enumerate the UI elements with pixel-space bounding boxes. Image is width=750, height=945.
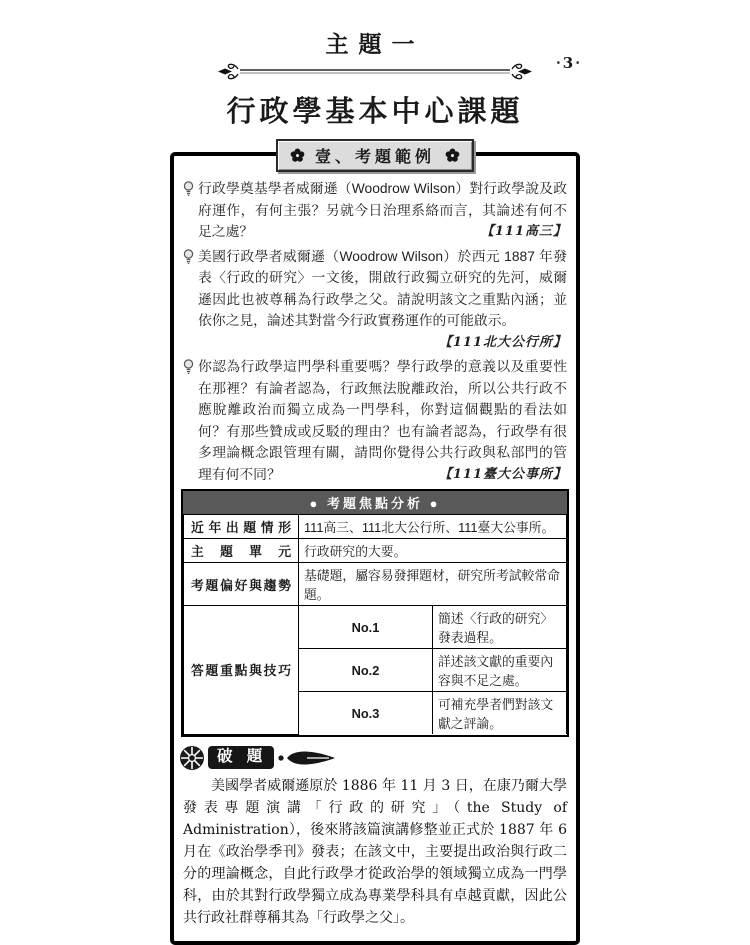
tip-number: No.3 xyxy=(299,692,433,735)
row-label: 考題偏好與趨勢 xyxy=(184,563,299,606)
exam-examples-box xyxy=(170,149,580,945)
page-title: 行政學基本中心課題 xyxy=(226,94,524,128)
flourish-divider-icon xyxy=(214,61,536,83)
tip-text: 簡述〈行政的研究〉發表過程。 xyxy=(433,606,567,649)
table-row xyxy=(184,606,567,649)
topic-title: 主題一 xyxy=(325,31,425,58)
section-title: 壹、考題範例 xyxy=(314,149,436,166)
tip-text: 可補充學者們對該文獻之評論。 xyxy=(433,692,567,735)
row-label: 主題單元 xyxy=(184,539,299,563)
focus-analysis xyxy=(181,489,569,737)
question-item xyxy=(183,356,567,485)
tip-number: No.2 xyxy=(299,649,433,692)
row-value: 行政研究的大要。 xyxy=(299,539,567,563)
row-value: 基礎題，屬容易發揮題材，研究所考試較常命題。 xyxy=(299,563,567,606)
question-item xyxy=(183,178,567,243)
focus-analysis-header: ● 考題焦點分析 ● xyxy=(183,491,567,514)
flower-icon xyxy=(445,148,460,163)
bulb-icon xyxy=(183,249,194,265)
exam-source: 【111高三】 xyxy=(480,224,567,239)
table-row xyxy=(184,515,567,539)
question-item xyxy=(183,246,567,354)
exam-source: 【111臺大公事所】 xyxy=(438,466,567,482)
table-row xyxy=(184,539,567,563)
bulb-icon xyxy=(183,359,194,375)
breakdown-banner xyxy=(179,745,569,771)
question-text: 行政學奠基學者威爾遜（Woodrow Wilson）對行政學說及政府運作，有何主張？另就今日治理系絡而言，其論述有何不足之處？ xyxy=(198,181,567,239)
breakdown-paragraph: 美國學者威爾遜原於 1886 年 11 月 3 日，在康乃爾大學發表專題演講「行政的研究」（the Study of Administration），後來將該篇演講修整並正式於 1887 年 6 月在《政治學季刊》發表；在該文中，主要提出政治與行政二分的理論概念，自此行政學才從政治學的領域獨立成為一門學科，由於其對行政學獨立成為專業學科具有卓越貢獻，因此公共行政社群尊稱其為「行政學之父」。 xyxy=(183,777,567,926)
pen-nib-arrow-icon xyxy=(277,746,337,770)
bulb-icon xyxy=(183,181,194,197)
section-plaque xyxy=(276,139,474,172)
title-divider xyxy=(0,61,750,83)
question-text: 你認為行政學這門學科重要嗎？學行政學的意義以及重要性在那裡？有論者認為，行政無法脫離政治，所以公共行政不應脫離政治而獨立成為一門學科，你對這個觀點的看法如何？有那些贊成或反駁的理由？也有論者認為，行政學有很多理論概念跟管理有關，請問你覺得公共行政與私部門的管理有何不同？ xyxy=(198,359,567,482)
tip-text: 詳述該文獻的重要內容與不足之處。 xyxy=(433,649,567,692)
flower-icon xyxy=(290,148,305,163)
book-page xyxy=(0,26,750,926)
row-value: 111高三、111北大公行所、111臺大公事所。 xyxy=(299,515,567,539)
row-label: 近年出題情形 xyxy=(184,515,299,539)
rosette-icon xyxy=(179,745,205,771)
question-text: 美國行政學者威爾遜（Woodrow Wilson）於西元 1887 年發表〈行政的研究〉一文後，開啟行政獨立研究的先河，威爾遜因此也被尊稱為行政學之父。請說明該文之重點內涵；並依你之見，論述其對當今行政實務運作的可能啟示。 xyxy=(198,248,567,328)
tip-number: No.1 xyxy=(299,606,433,649)
table-row xyxy=(184,563,567,606)
page-number: ‧3‧ xyxy=(556,54,582,72)
analysis-table xyxy=(183,514,567,735)
row-label: 答題重點與技巧 xyxy=(184,606,299,735)
breakdown-banner-label: 破 題 xyxy=(208,746,274,769)
exam-source: 【111北大公行所】 xyxy=(438,334,567,350)
